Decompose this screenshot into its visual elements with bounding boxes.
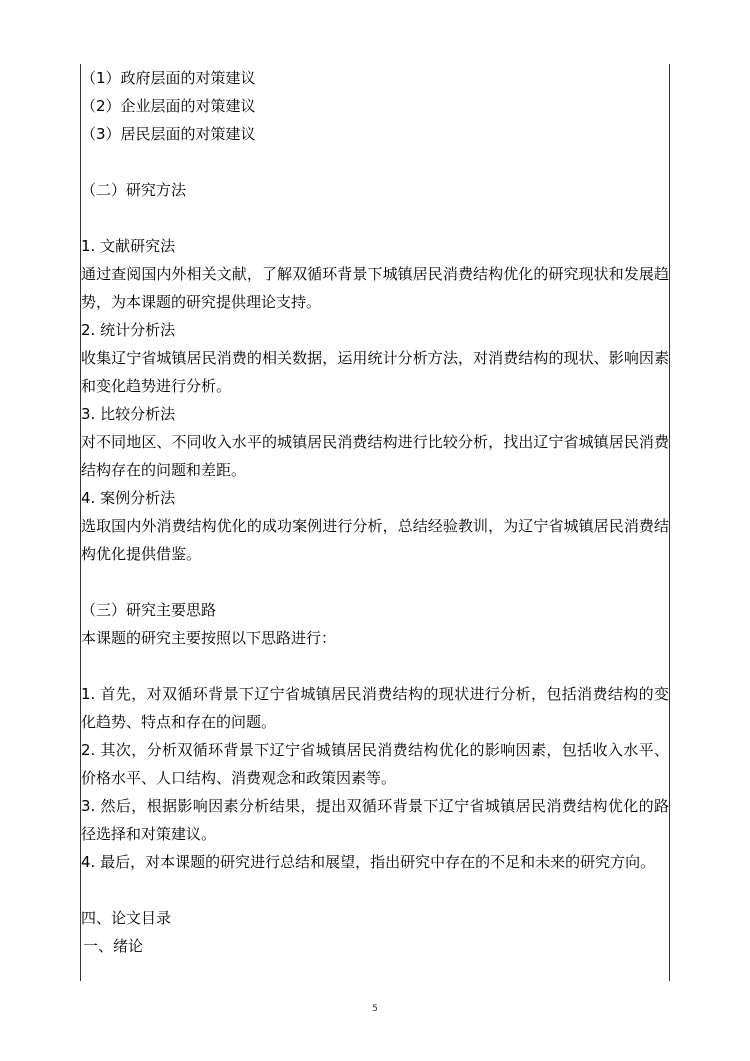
suggestion-item: （3）居民层面的对策建议: [81, 125, 256, 143]
table-border-right: [669, 64, 670, 981]
idea-item: 2. 其次，分析双循环背景下辽宁省城镇居民消费结构优化的影响因素，包括收入水平、价格水平、人口结构、消费观念和政策因素等。: [81, 741, 669, 787]
method-title: 2. 统计分析法: [81, 321, 176, 339]
idea-item: 4. 最后，对本课题的研究进行总结和展望，指出研究中存在的不足和未来的研究方向。: [81, 853, 656, 871]
method-title: 3. 比较分析法: [81, 405, 176, 423]
blank-line: [81, 568, 669, 596]
toc-heading: 四、论文目录: [81, 909, 172, 927]
method-body: 收集辽宁省城镇居民消费的相关数据，运用统计分析方法，对消费结构的现状、影响因素和变化趋势进行分析。: [81, 349, 669, 395]
ideas-heading: （三）研究主要思路: [81, 601, 217, 619]
suggestion-item: （1）政府层面的对策建议: [81, 69, 256, 87]
idea-item: 3. 然后，根据影响因素分析结果，提出双循环背景下辽宁省城镇居民消费结构优化的路径选择和对策建议。: [81, 797, 669, 843]
page-number: 5: [372, 1004, 378, 1014]
ideas-intro: 本课题的研究主要按照以下思路进行：: [81, 629, 337, 647]
idea-item: 1. 首先，对双循环背景下辽宁省城镇居民消费结构的现状进行分析，包括消费结构的变化趋势、特点和存在的问题。: [81, 685, 669, 731]
toc-item: 一、绪论: [83, 937, 144, 955]
method-title: 1. 文献研究法: [81, 237, 176, 255]
blank-line: [81, 652, 669, 680]
method-title: 4. 案例分析法: [81, 489, 176, 507]
method-body: 通过查阅国内外相关文献，了解双循环背景下城镇居民消费结构优化的研究现状和发展趋势，为本课题的研究提供理论支持。: [81, 265, 669, 311]
blank-line: [81, 876, 669, 904]
blank-line: [81, 148, 669, 176]
blank-line: [81, 204, 669, 232]
table-cell-content: [81, 64, 669, 960]
suggestion-item: （2）企业层面的对策建议: [81, 97, 256, 115]
method-body: 对不同地区、不同收入水平的城镇居民消费结构进行比较分析，找出辽宁省城镇居民消费结构存在的问题和差距。: [81, 433, 669, 479]
methods-heading: （二）研究方法: [81, 181, 187, 199]
method-body: 选取国内外消费结构优化的成功案例进行分析，总结经验教训，为辽宁省城镇居民消费结构优化提供借鉴。: [81, 517, 669, 563]
